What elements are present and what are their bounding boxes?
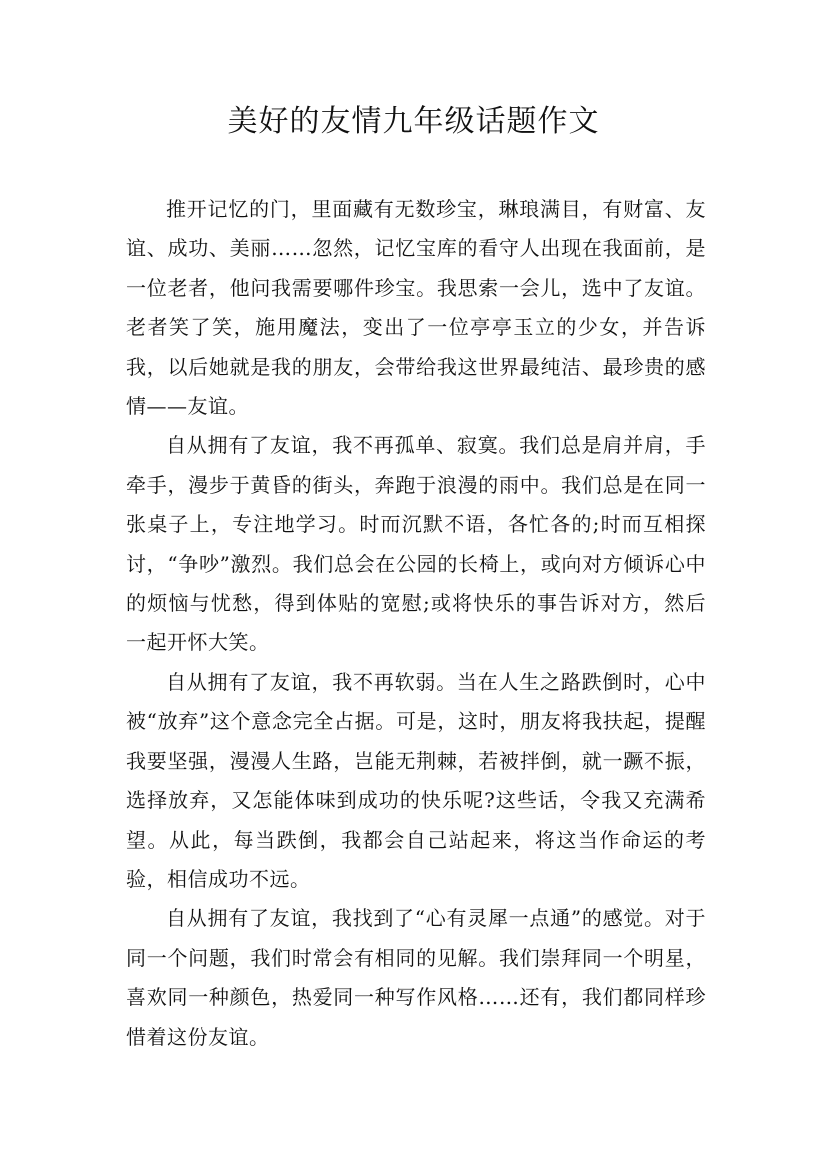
paragraph-4: 自从拥有了友谊，我找到了“心有灵犀一点通”的感觉。对于同一个问题，我们时常会有相同的见解。我们崇拜同一个明星，喜欢同一种颜色，热爱同一种写作风格……还有，我们都同样珍惜着这份友谊。	[126, 906, 706, 1049]
document-title: 美好的友情九年级话题作文	[227, 104, 600, 139]
paragraph-1: 推开记忆的门，里面藏有无数珍宝，琳琅满目，有财富、友谊、成功、美丽……忽然，记忆宝库的看守人出现在我面前，是一位老者，他问我需要哪件珍宝。我思索一会儿，选中了友谊。老者笑了笑，施用魔法，变出了一位亭亭玉立的少女，并告诉我，以后她就是我的朋友，会带给我这世界最纯洁、最珍贵的感情——友谊。	[126, 197, 706, 419]
essay-body	[126, 190, 706, 1057]
paragraph-2: 自从拥有了友谊，我不再孤单、寂寞。我们总是肩并肩，手牵手，漫步于黄昏的街头，奔跑于浪漫的雨中。我们总是在同一张桌子上，专注地学习。时而沉默不语，各忙各的;时而互相探讨，“争吵”激烈。我们总会在公园的长椅上，或向对方倾诉心中的烦恼与忧愁，得到体贴的宽慰;或将快乐的事告诉对方，然后一起开怀大笑。	[126, 433, 706, 655]
paragraph-3: 自从拥有了友谊，我不再软弱。当在人生之路跌倒时，心中被“放弃”这个意念完全占据。可是，这时，朋友将我扶起，提醒我要坚强，漫漫人生路，岂能无荆棘，若被拌倒，就一蹶不振，选择放弃，又怎能体味到成功的快乐呢?这些话，令我又充满希望。从此，每当跌倒，我都会自己站起来，将这当作命运的考验，相信成功不远。	[126, 669, 706, 891]
